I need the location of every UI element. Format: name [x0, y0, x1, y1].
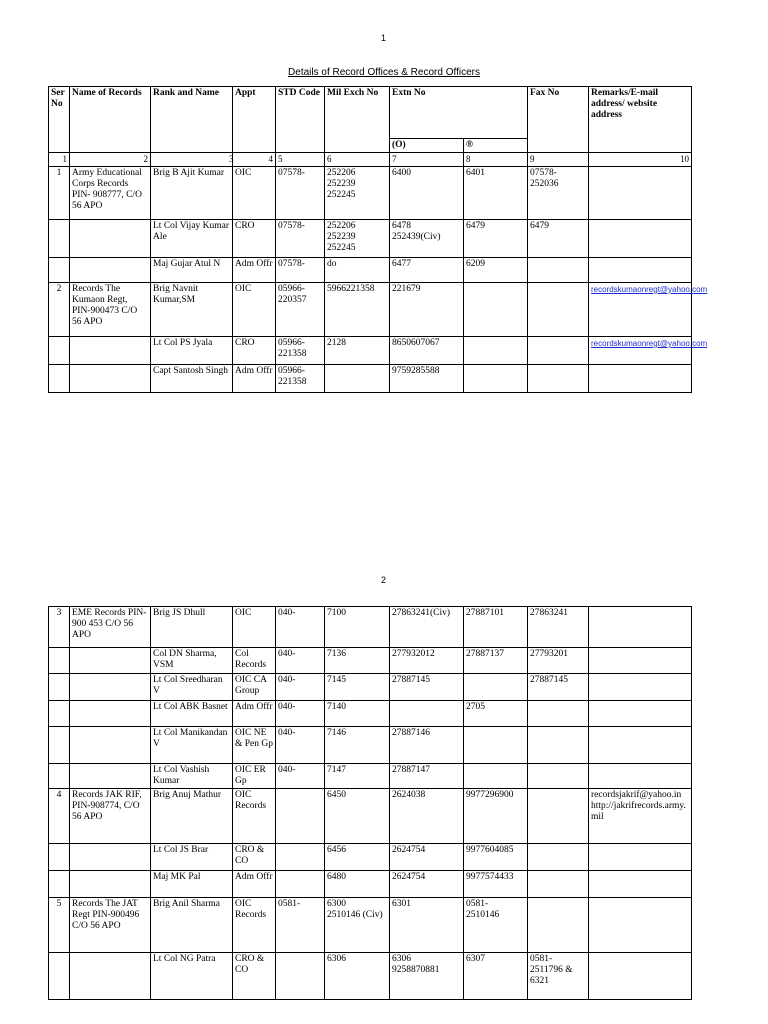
extn-residence-cell: 9977574433: [464, 871, 528, 898]
mil-exch-cell: 6300 2510146 (Civ): [325, 898, 390, 953]
extn-office-cell: 27863241(Civ): [390, 607, 464, 648]
std-code-cell: 040-: [276, 727, 325, 764]
fax-cell: [528, 365, 589, 393]
ser-no-cell: [49, 844, 70, 871]
fax-cell: [528, 898, 589, 953]
fax-cell: [528, 337, 589, 365]
extn-office-cell: 6477: [390, 258, 464, 283]
appt-cell: Adm Offr: [233, 365, 276, 393]
header-mil-exch-no: Mil Exch No: [325, 87, 390, 153]
appt-cell: OIC Records: [233, 898, 276, 953]
records-name-cell: Records JAK RIF, PIN-908774, C/O 56 APO: [70, 789, 151, 844]
extn-residence-cell: 9977296900: [464, 789, 528, 844]
mil-exch-cell: 7100: [325, 607, 390, 648]
records-name-cell: [70, 365, 151, 393]
mil-exch-cell: 7147: [325, 764, 390, 789]
col-number: 6: [325, 153, 390, 167]
remarks-cell: [589, 220, 692, 258]
remarks-cell[interactable]: [589, 283, 708, 337]
appt-cell: OIC Records: [233, 789, 276, 844]
std-code-cell: 05966- 221358: [276, 337, 325, 365]
remarks-cell: [589, 167, 692, 220]
appt-cell: CRO & CO: [233, 953, 276, 1000]
std-code-cell: 07578-: [276, 258, 325, 283]
fax-cell: [528, 258, 589, 283]
records-name-cell: Army Educational Corps Records PIN- 908777, C/O 56 APO: [70, 167, 151, 220]
extn-residence-cell: 0581- 2510146: [464, 898, 528, 953]
ser-no-cell: [49, 701, 70, 727]
table-row: [49, 727, 692, 764]
remarks-cell: [589, 727, 692, 764]
remarks-cell: recordsjakrif@yahoo.in http://jakrifrecords.army.mil: [589, 789, 692, 844]
mil-exch-cell: 252206 252239 252245: [325, 220, 390, 258]
col-number-spacer: [151, 153, 233, 167]
extn-office-cell: 27887146: [390, 727, 464, 764]
extn-residence-cell: 6479: [464, 220, 528, 258]
extn-residence-cell: [464, 337, 528, 365]
header-rank-and-name: Rank and Name: [151, 87, 233, 153]
mil-exch-cell: 6480: [325, 871, 390, 898]
table-row: [49, 674, 692, 701]
appt-cell: CRO: [233, 337, 276, 365]
appt-cell: CRO: [233, 220, 276, 258]
table-row: [49, 283, 692, 337]
remarks-cell: [589, 701, 692, 727]
extn-residence-cell: 6209: [464, 258, 528, 283]
std-code-cell: 0581-: [276, 898, 325, 953]
page-number-2: 2: [381, 575, 387, 585]
ser-no-cell: 1: [49, 167, 70, 220]
std-code-cell: [276, 871, 325, 898]
col-number: 9: [528, 153, 589, 167]
remarks-cell[interactable]: [589, 337, 708, 365]
header-ser-no: Ser No: [49, 87, 70, 153]
table-row: [49, 607, 692, 648]
ser-no-cell: [49, 953, 70, 1000]
appt-cell: OIC: [233, 607, 276, 648]
table-row: [49, 258, 692, 283]
records-name-cell: Records The JAT Regt PIN-900496 C/O 56 APO: [70, 898, 151, 953]
mil-exch-cell: 7136: [325, 648, 390, 674]
std-code-cell: 040-: [276, 674, 325, 701]
remarks-cell: [589, 648, 692, 674]
ser-no-cell: [49, 727, 70, 764]
ser-no-cell: [49, 220, 70, 258]
email-link[interactable]: recordskumaonregt@yahoo.com: [591, 339, 708, 348]
fax-cell: 27793201: [528, 648, 589, 674]
col-number: 3 4: [233, 153, 276, 167]
rank-name-cell: Lt Col ABK Basnet: [151, 701, 233, 727]
fax-cell: [528, 871, 589, 898]
appt-cell: OIC: [233, 283, 276, 337]
records-name-cell: [70, 727, 151, 764]
rank-name-cell: Capt Santosh Singh: [151, 365, 233, 393]
std-code-cell: [276, 953, 325, 1000]
std-code-cell: 040-: [276, 764, 325, 789]
extn-residence-cell: [464, 727, 528, 764]
extn-residence-cell: [464, 365, 528, 393]
table-row: [49, 701, 692, 727]
table-row: [49, 953, 692, 1000]
records-table-page-2: [48, 606, 692, 1000]
email-link[interactable]: recordskumaonregt@yahoo.com: [591, 285, 708, 294]
extn-residence-cell: [464, 283, 528, 337]
appt-cell: OIC: [233, 167, 276, 220]
rank-name-cell: Lt Col Sreedharan V: [151, 674, 233, 701]
extn-office-cell: 9759285588: [390, 365, 464, 393]
rank-name-cell: Lt Col Vijay Kumar Ale: [151, 220, 233, 258]
appt-cell: Adm Offr: [233, 701, 276, 727]
remarks-cell: [589, 764, 692, 789]
extn-office-cell: 27887147: [390, 764, 464, 789]
ser-no-cell: 4: [49, 789, 70, 844]
ser-no-cell: [49, 337, 70, 365]
fax-cell: [528, 789, 589, 844]
records-table-page-1: [48, 86, 708, 393]
rank-name-cell: Brig Navnit Kumar,SM: [151, 283, 233, 337]
table-row: [49, 167, 692, 220]
std-code-cell: 07578-: [276, 167, 325, 220]
extn-residence-cell: 27887137: [464, 648, 528, 674]
ser-no-cell: [49, 871, 70, 898]
extn-residence-cell: 6307: [464, 953, 528, 1000]
table-row: [49, 648, 692, 674]
col-number: 8: [464, 153, 528, 167]
records-name-cell: [70, 258, 151, 283]
header-extn-residence: ®: [464, 139, 528, 153]
extn-office-cell: 6306 9258870881: [390, 953, 464, 1000]
std-code-cell: [276, 844, 325, 871]
header-extn-office: (O): [390, 139, 464, 153]
fax-cell: 27863241: [528, 607, 589, 648]
rank-name-cell: Lt Col Vashish Kumar: [151, 764, 233, 789]
mil-exch-cell: [325, 365, 390, 393]
extn-residence-cell: [464, 674, 528, 701]
records-name-cell: [70, 648, 151, 674]
records-name-cell: [70, 871, 151, 898]
fax-cell: [528, 844, 589, 871]
fax-cell: 27887145: [528, 674, 589, 701]
header-std-code: STD Code: [276, 87, 325, 153]
extn-office-cell: 8650607067: [390, 337, 464, 365]
std-code-cell: 040-: [276, 607, 325, 648]
ser-no-cell: [49, 258, 70, 283]
rank-name-cell: Maj Gujar Atul N: [151, 258, 233, 283]
header-extn-no: Extn No: [390, 87, 528, 139]
ser-no-cell: 2: [49, 283, 70, 337]
fax-cell: 0581- 2511796 & 6321: [528, 953, 589, 1000]
rank-name-cell: Lt Col PS Jyala: [151, 337, 233, 365]
rank-name-cell: Brig Anuj Mathur: [151, 789, 233, 844]
records-name-cell: EME Records PIN-900 453 C/O 56 APO: [70, 607, 151, 648]
table-row: [49, 220, 692, 258]
ser-no-cell: 5: [49, 898, 70, 953]
mil-exch-cell: 7145: [325, 674, 390, 701]
ser-no-cell: [49, 764, 70, 789]
table-row: [49, 871, 692, 898]
appt-cell: Adm Offr: [233, 258, 276, 283]
records-name-cell: Records The Kumaon Regt, PIN-900473 C/O 56 APO: [70, 283, 151, 337]
document-title: Details of Record Offices & Record Officers: [288, 67, 480, 78]
extn-office-cell: 2624754: [390, 871, 464, 898]
rank-name-cell: Brig Anil Sharma: [151, 898, 233, 953]
mil-exch-cell: 5966221358: [325, 283, 390, 337]
table-row: [49, 789, 692, 844]
ser-no-cell: 3: [49, 607, 70, 648]
std-code-cell: [276, 789, 325, 844]
rank-name-cell: Lt Col Manikandan V: [151, 727, 233, 764]
std-code-cell: 05966- 220357: [276, 283, 325, 337]
table-row: [49, 844, 692, 871]
remarks-cell: [589, 871, 692, 898]
mil-exch-cell: 6450: [325, 789, 390, 844]
std-code-cell: 040-: [276, 701, 325, 727]
remarks-cell: [589, 898, 692, 953]
std-code-cell: 05966- 221358: [276, 365, 325, 393]
extn-residence-cell: 9977604085: [464, 844, 528, 871]
table-row: [49, 898, 692, 953]
col-number: 5: [276, 153, 325, 167]
records-name-cell: [70, 953, 151, 1000]
appt-cell: Col Records: [233, 648, 276, 674]
std-code-cell: 07578-: [276, 220, 325, 258]
header-name-of-records: Name of Records: [70, 87, 151, 153]
header-fax-no: Fax No: [528, 87, 589, 153]
fax-cell: [528, 764, 589, 789]
rank-name-cell: Maj MK Pal: [151, 871, 233, 898]
fax-cell: 07578- 252036: [528, 167, 589, 220]
extn-residence-cell: 27887101: [464, 607, 528, 648]
header-appt: Appt: [233, 87, 276, 153]
rank-name-cell: Col DN Sharma, VSM: [151, 648, 233, 674]
remarks-cell: [589, 607, 692, 648]
col-number: 10: [589, 153, 692, 167]
appt-cell: OIC NE & Pen Gp: [233, 727, 276, 764]
appt-cell: OIC ER Gp: [233, 764, 276, 789]
mil-exch-cell: do: [325, 258, 390, 283]
mil-exch-cell: 6456: [325, 844, 390, 871]
header-remarks: Remarks/E-mail address/ website address: [589, 87, 692, 153]
extn-residence-cell: 6401: [464, 167, 528, 220]
mil-exch-cell: 7146: [325, 727, 390, 764]
records-name-cell: [70, 844, 151, 871]
records-name-cell: [70, 220, 151, 258]
extn-residence-cell: 2705: [464, 701, 528, 727]
std-code-cell: 040-: [276, 648, 325, 674]
ser-no-cell: [49, 648, 70, 674]
appt-cell: OIC CA Group: [233, 674, 276, 701]
records-name-cell: [70, 337, 151, 365]
appt-cell: CRO & CO: [233, 844, 276, 871]
mil-exch-cell: 252206 252239 252245: [325, 167, 390, 220]
fax-cell: [528, 283, 589, 337]
col-number: 7: [390, 153, 464, 167]
rank-name-cell: Brig JS Dhull: [151, 607, 233, 648]
remarks-cell: [589, 674, 692, 701]
col-number: 2: [70, 153, 151, 167]
rank-name-cell: Lt Col NG Patra: [151, 953, 233, 1000]
remarks-cell: [589, 258, 692, 283]
extn-office-cell: 6478 252439(Civ): [390, 220, 464, 258]
remarks-cell: [589, 365, 692, 393]
mil-exch-cell: 2128: [325, 337, 390, 365]
rank-name-cell: Brig B Ajit Kumar: [151, 167, 233, 220]
records-name-cell: [70, 764, 151, 789]
extn-office-cell: [390, 701, 464, 727]
fax-cell: [528, 701, 589, 727]
ser-no-cell: [49, 365, 70, 393]
records-name-cell: [70, 701, 151, 727]
ser-no-cell: [49, 674, 70, 701]
extn-residence-cell: [464, 764, 528, 789]
fax-cell: [528, 727, 589, 764]
col-number: 1: [49, 153, 70, 167]
mil-exch-cell: 6306: [325, 953, 390, 1000]
page-number-1: 1: [381, 33, 387, 43]
appt-cell: Adm Offr: [233, 871, 276, 898]
extn-office-cell: 221679: [390, 283, 464, 337]
rank-name-cell: Lt Col JS Brar: [151, 844, 233, 871]
extn-office-cell: 277932012: [390, 648, 464, 674]
mil-exch-cell: 7140: [325, 701, 390, 727]
extn-office-cell: 6301: [390, 898, 464, 953]
table-row: [49, 365, 692, 393]
extn-office-cell: 27887145: [390, 674, 464, 701]
fax-cell: 6479: [528, 220, 589, 258]
table-row: [49, 764, 692, 789]
records-name-cell: [70, 674, 151, 701]
remarks-cell: [589, 844, 692, 871]
remarks-cell: [589, 953, 692, 1000]
extn-office-cell: 2624754: [390, 844, 464, 871]
table-row: [49, 337, 692, 365]
extn-office-cell: 2624038: [390, 789, 464, 844]
extn-office-cell: 6400: [390, 167, 464, 220]
